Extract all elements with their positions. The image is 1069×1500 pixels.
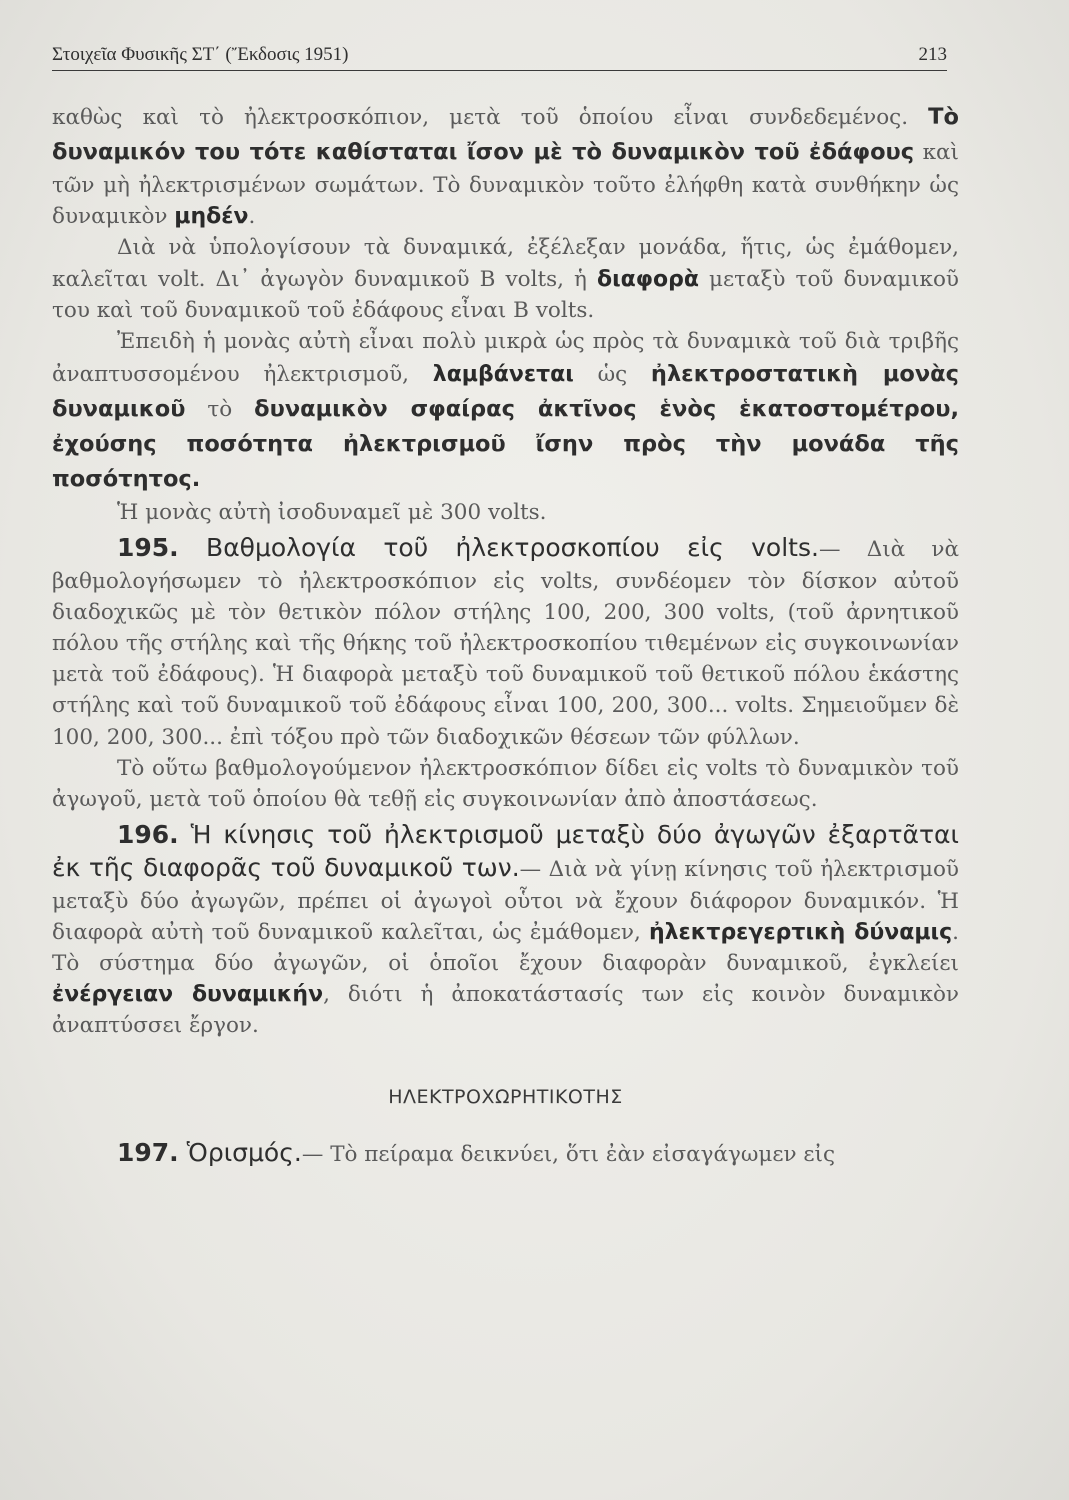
bold-run: δυναμικὸν σφαίρας ἀκτῖνος ἑνὸς ἑκατοστομέτρου, ἐχούσης ποσότητα ἠλεκτρισμοῦ ἴσην πρὸς τὴν μονάδα τῆς ποσότητος. bbox=[52, 396, 959, 493]
page-body bbox=[52, 100, 959, 1170]
text-run: Διὰ νὰ ὑπολογίσουν τὰ δυναμικά, ἐξέλεξαν μονάδα, ἥτις, ὡς ἐμάθομεν, καλεῖται volt. Δι᾽ ἀγωγὸν δυναμικοῦ Β volts, ἡ bbox=[52, 235, 959, 292]
bold-run: Τὸ δυναμικόν του τότε καθίσταται ἴσον μὲ τὸ δυναμικὸν τοῦ ἐδάφους bbox=[52, 104, 959, 165]
paragraph-3 bbox=[52, 326, 959, 497]
text-run: ὡς bbox=[573, 362, 651, 388]
dash: — bbox=[818, 537, 867, 563]
bold-run: διαφορὰ bbox=[597, 266, 699, 292]
bold-run: ἠλεκτρεγερτικὴ δύναμις bbox=[648, 919, 953, 945]
running-title: Στοιχεῖα Φυσικῆς ΣΤ΄ (Ἔκδοσις 1951) bbox=[52, 44, 349, 65]
dash: — bbox=[519, 857, 549, 883]
section-number: 195. bbox=[117, 533, 179, 563]
bold-run: ἠλεκτροστατικὴ μονὰς δυναμικοῦ bbox=[52, 361, 959, 423]
bold-run: λαμβάνεται bbox=[432, 362, 574, 388]
section-heading bbox=[117, 533, 819, 562]
page-header bbox=[52, 40, 947, 71]
section-number: 197. bbox=[117, 1137, 179, 1167]
bold-run: ἐνέργειαν δυναμικήν bbox=[52, 982, 324, 1008]
section-title: Ἡ κίνησις τοῦ ἠλεκτρισμοῦ μεταξὺ δύο ἀγωγῶν ἐξαρτᾶται ἐκ τῆς διαφορᾶς τοῦ δυναμικοῦ των. bbox=[52, 820, 959, 883]
section-196 bbox=[52, 819, 959, 1041]
text-run: , διότι ἡ ἀποκατάστασίς των εἰς κοινὸν δυναμικὸν ἀναπτύσσει ἔργον. bbox=[52, 982, 959, 1039]
paragraph-2 bbox=[52, 232, 959, 326]
text-run: μεταξὺ τοῦ δυναμικοῦ του καὶ τοῦ δυναμικοῦ τοῦ ἐδάφους εἶναι Β volts. bbox=[52, 266, 959, 323]
text-run: Διὰ νὰ βαθμολογήσωμεν τὸ ἠλεκτροσκόπιον εἰς volts, συνδέομεν τὸν δίσκον αὐτοῦ διαδοχικῶς μὲ τὸν θετικὸν πόλον στήλης 100, 200, 300 volts, (τοῦ ἀρνητικοῦ πόλου τῆς στήλης καὶ τῆς θήκης τοῦ ἠλεκτροσκοπίου τιθεμένων εἰς συγκοινωνίαν μετὰ τοῦ ἐδάφους). Ἡ διαφορὰ μεταξὺ τοῦ δυναμικοῦ τοῦ θετικοῦ πόλου ἑκάστης στήλης καὶ τοῦ δυναμικοῦ τοῦ ἐδάφους εἶναι 100, 200, 300... volts. Σημειοῦμεν δὲ 100, 200, 300... ἐπὶ τόξου πρὸ τῶν διαδοχικῶν θέσεων τῶν φύλλων. bbox=[52, 537, 959, 750]
paragraph-4: Ἡ μονὰς αὐτὴ ἰσοδυναμεῖ μὲ 300 volts. bbox=[117, 500, 547, 526]
section-197 bbox=[52, 1137, 959, 1170]
text-run: τὸ bbox=[185, 397, 255, 423]
text-run: . Τὸ σύστημα δύο ἀγωγῶν, οἱ ὁποῖοι ἔχουν διαφορὰν δυναμικοῦ, ἐγκλείει bbox=[52, 919, 959, 977]
text-run: . bbox=[248, 204, 256, 230]
text-run: Ἐπειδὴ ἡ μονὰς αὐτὴ εἶναι πολὺ μικρὰ ὡς πρὸς τὰ δυναμικὰ τοῦ διὰ τριβῆς ἀναπτυσσομένου ἠλεκτρισμοῦ, bbox=[52, 329, 959, 388]
section-number: 196. bbox=[117, 820, 179, 850]
page-number: 213 bbox=[918, 44, 947, 65]
paragraph-1 bbox=[52, 100, 959, 232]
section-title: Ὁρισμός. bbox=[186, 1137, 302, 1167]
text-run: Διὰ νὰ γίνῃ κίνησις τοῦ ἠλεκτρισμοῦ μεταξὺ δύο ἀγωγῶν, πρέπει οἱ ἀγωγοὶ οὗτοι νὰ ἔχουν διάφορον δυναμικόν. Ἡ διαφορὰ αὐτὴ τοῦ δυναμικοῦ καλεῖται, ὡς ἐμάθομεν, bbox=[52, 857, 959, 945]
text-run: καὶ τῶν μὴ ἠλεκτρισμένων σωμάτων. Τὸ δυναμικὸν τοῦτο ἐλήφθη κατὰ συνθήκην ὡς δυναμικὸν bbox=[52, 140, 959, 230]
section-195 bbox=[52, 532, 959, 752]
bold-run: μηδέν bbox=[174, 204, 249, 230]
section-title: Βαθμολογία τοῦ ἠλεκτροσκοπίου εἰς volts. bbox=[206, 533, 819, 563]
chapter-heading: ΗΛΕΚΤΡΟΧΩΡΗΤΙΚΟΤΗΣ bbox=[388, 1085, 623, 1108]
text-run: Τὸ πείραμα δεικνύει, ὅτι ἐὰν εἰσαγάγωμεν εἰς bbox=[330, 1141, 836, 1167]
dash: — bbox=[301, 1141, 331, 1167]
text-run: καθὼς καὶ τὸ ἠλεκτροσκόπιον, μετὰ τοῦ ὁποίου εἶναι συνδεδεμένος. bbox=[52, 105, 909, 130]
paragraph-195-2: Τὸ οὕτω βαθμολογούμενον ἠλεκτροσκόπιον δίδει εἰς volts τὸ δυναμικὸν τοῦ ἀγωγοῦ, μετὰ τοῦ ὁποίου θὰ τεθῇ εἰς συγκοινωνίαν ἀπὸ ἀποστάσεως. bbox=[52, 755, 959, 813]
section-heading bbox=[117, 1138, 302, 1167]
